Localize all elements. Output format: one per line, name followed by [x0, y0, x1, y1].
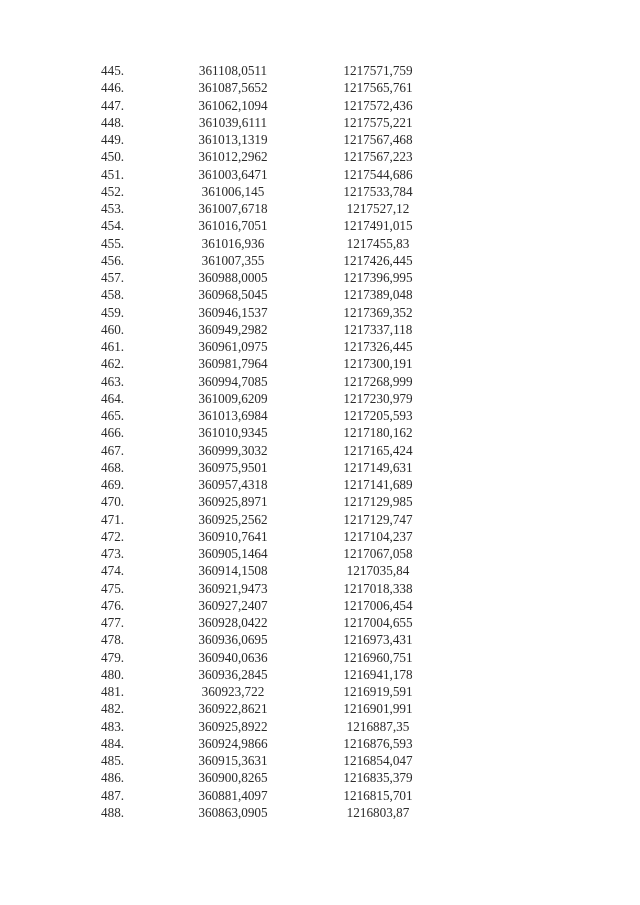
y-coordinate: 1217104,237 — [343, 528, 413, 544]
y-coordinate: 1217067,058 — [343, 546, 413, 561]
y-coordinate: 1217369,352 — [343, 304, 413, 320]
x-coordinate: 360900,8265 — [198, 770, 268, 786]
table-row — [0, 511, 640, 528]
table-row — [0, 476, 640, 493]
row-number: 477. — [101, 615, 125, 630]
x-coordinate: 360925,8971 — [198, 494, 268, 510]
table-row — [0, 166, 640, 183]
table-row — [0, 390, 640, 407]
y-coordinate: 1216901,991 — [343, 701, 413, 717]
table-row — [0, 148, 640, 165]
y-coordinate: 1217533,784 — [343, 183, 413, 199]
table-row — [0, 787, 640, 804]
x-coordinate: 360922,8621 — [198, 701, 268, 717]
row-number: 467. — [101, 442, 125, 458]
row-number: 476. — [101, 597, 125, 613]
row-number: 463. — [101, 373, 125, 389]
row-number: 478. — [101, 632, 125, 648]
table-row — [0, 631, 640, 648]
row-number: 452. — [101, 183, 125, 199]
y-coordinate: 1216960,751 — [343, 649, 413, 665]
row-number: 457. — [101, 270, 125, 285]
y-coordinate: 1217571,759 — [343, 63, 413, 78]
row-number: 465. — [101, 408, 125, 423]
x-coordinate: 361016,7051 — [198, 218, 268, 234]
table-row — [0, 183, 640, 200]
y-coordinate: 1217165,424 — [343, 442, 413, 458]
y-coordinate: 1217300,191 — [343, 356, 413, 372]
table-row — [0, 735, 640, 752]
table-row — [0, 666, 640, 683]
row-number: 484. — [101, 735, 125, 751]
x-coordinate: 361108,0511 — [198, 63, 268, 78]
table-row — [0, 235, 640, 252]
y-coordinate: 1217230,979 — [343, 390, 413, 406]
y-coordinate: 1217565,761 — [343, 80, 413, 96]
x-coordinate: 360994,7085 — [198, 373, 268, 389]
y-coordinate: 1217129,985 — [343, 494, 413, 510]
row-number: 445. — [101, 63, 125, 78]
table-row — [0, 373, 640, 390]
x-coordinate: 360928,0422 — [198, 615, 268, 630]
x-coordinate: 361006,145 — [201, 183, 265, 199]
table-row — [0, 407, 640, 424]
y-coordinate: 1216973,431 — [343, 632, 413, 648]
x-coordinate: 361007,355 — [201, 252, 265, 268]
row-number: 448. — [101, 114, 125, 130]
y-coordinate: 1217426,445 — [343, 252, 413, 268]
y-coordinate: 1217035,84 — [346, 563, 410, 579]
row-number: 482. — [101, 701, 125, 717]
x-coordinate: 360961,0975 — [198, 339, 268, 354]
y-coordinate: 1217180,162 — [343, 425, 413, 441]
x-coordinate: 361009,6209 — [198, 390, 268, 406]
table-row — [0, 493, 640, 510]
x-coordinate: 360981,7964 — [198, 356, 268, 372]
x-coordinate: 361010,9345 — [198, 425, 268, 441]
table-row — [0, 200, 640, 217]
table-row — [0, 545, 640, 562]
row-number: 475. — [101, 580, 125, 596]
table-row — [0, 459, 640, 476]
row-number: 470. — [101, 494, 125, 510]
table-row — [0, 338, 640, 355]
x-coordinate: 360915,3631 — [198, 753, 268, 768]
row-number: 487. — [101, 787, 125, 803]
x-coordinate: 361012,2962 — [198, 149, 268, 165]
x-coordinate: 360999,3032 — [198, 442, 268, 458]
table-row — [0, 355, 640, 372]
row-number: 449. — [101, 132, 125, 147]
table-row — [0, 597, 640, 614]
y-coordinate: 1217004,655 — [343, 615, 413, 630]
coordinate-table — [0, 62, 640, 821]
table-row — [0, 649, 640, 666]
y-coordinate: 1217337,118 — [343, 321, 413, 337]
y-coordinate: 1217396,995 — [343, 270, 413, 285]
y-coordinate: 1217567,468 — [343, 132, 413, 147]
x-coordinate: 360925,2562 — [198, 511, 268, 527]
row-number: 474. — [101, 563, 125, 579]
x-coordinate: 361087,5652 — [198, 80, 268, 96]
y-coordinate: 1216803,87 — [346, 804, 410, 820]
row-number: 485. — [101, 753, 125, 768]
y-coordinate: 1216815,701 — [343, 787, 413, 803]
table-row — [0, 614, 640, 631]
row-number: 460. — [101, 321, 125, 337]
y-coordinate: 1217455,83 — [346, 235, 410, 251]
row-number: 462. — [101, 356, 125, 372]
x-coordinate: 360925,8922 — [198, 718, 268, 734]
row-number: 486. — [101, 770, 125, 786]
y-coordinate: 1216887,35 — [346, 718, 410, 734]
x-coordinate: 360968,5045 — [198, 287, 268, 303]
table-row — [0, 131, 640, 148]
row-number: 479. — [101, 649, 125, 665]
table-row — [0, 424, 640, 441]
table-row — [0, 114, 640, 131]
x-coordinate: 360940,0636 — [198, 649, 268, 665]
y-coordinate: 1217141,689 — [343, 477, 413, 492]
x-coordinate: 361016,936 — [201, 235, 265, 251]
x-coordinate: 360957,4318 — [198, 477, 268, 492]
x-coordinate: 360910,7641 — [198, 528, 268, 544]
table-row — [0, 769, 640, 786]
x-coordinate: 361013,1319 — [198, 132, 268, 147]
y-coordinate: 1217006,454 — [343, 597, 413, 613]
row-number: 488. — [101, 804, 125, 820]
x-coordinate: 360881,4097 — [198, 787, 268, 803]
y-coordinate: 1216876,593 — [343, 735, 413, 751]
row-number: 447. — [101, 97, 125, 113]
row-number: 455. — [101, 235, 125, 251]
table-row — [0, 269, 640, 286]
y-coordinate: 1217149,631 — [343, 459, 413, 475]
x-coordinate: 361062,1094 — [198, 97, 268, 113]
row-number: 473. — [101, 546, 125, 561]
x-coordinate: 360949,2982 — [198, 321, 268, 337]
table-row — [0, 97, 640, 114]
row-number: 469. — [101, 477, 125, 492]
x-coordinate: 361003,6471 — [198, 166, 268, 182]
row-number: 481. — [101, 684, 125, 699]
table-row — [0, 442, 640, 459]
y-coordinate: 1217575,221 — [343, 114, 413, 130]
y-coordinate: 1216854,047 — [343, 753, 413, 768]
x-coordinate: 360863,0905 — [198, 804, 268, 820]
x-coordinate: 361007,6718 — [198, 201, 268, 216]
y-coordinate: 1217129,747 — [343, 511, 413, 527]
x-coordinate: 360927,2407 — [198, 597, 268, 613]
row-number: 461. — [101, 339, 125, 354]
table-row — [0, 700, 640, 717]
row-number: 456. — [101, 252, 125, 268]
table-row — [0, 286, 640, 303]
row-number: 454. — [101, 218, 125, 234]
table-row — [0, 580, 640, 597]
table-row — [0, 562, 640, 579]
table-row — [0, 217, 640, 234]
table-row — [0, 804, 640, 821]
row-number: 446. — [101, 80, 125, 96]
y-coordinate: 1216835,379 — [343, 770, 413, 786]
table-row — [0, 304, 640, 321]
row-number: 466. — [101, 425, 125, 441]
x-coordinate: 360923,722 — [201, 684, 265, 699]
row-number: 468. — [101, 459, 125, 475]
y-coordinate: 1216919,591 — [343, 684, 413, 699]
y-coordinate: 1217544,686 — [343, 166, 413, 182]
row-number: 480. — [101, 666, 125, 682]
x-coordinate: 360914,1508 — [198, 563, 268, 579]
y-coordinate: 1217268,999 — [343, 373, 413, 389]
row-number: 450. — [101, 149, 125, 165]
x-coordinate: 360946,1537 — [198, 304, 268, 320]
row-number: 483. — [101, 718, 125, 734]
row-number: 459. — [101, 304, 125, 320]
table-row — [0, 718, 640, 735]
y-coordinate: 1217205,593 — [343, 408, 413, 423]
y-coordinate: 1217572,436 — [343, 97, 413, 113]
row-number: 471. — [101, 511, 125, 527]
table-row — [0, 252, 640, 269]
x-coordinate: 360975,9501 — [198, 459, 268, 475]
row-number: 451. — [101, 166, 125, 182]
row-number: 453. — [101, 201, 125, 216]
x-coordinate: 360936,0695 — [198, 632, 268, 648]
y-coordinate: 1217389,048 — [343, 287, 413, 303]
table-row — [0, 321, 640, 338]
y-coordinate: 1216941,178 — [343, 666, 413, 682]
table-row — [0, 683, 640, 700]
y-coordinate: 1217567,223 — [343, 149, 413, 165]
table-row — [0, 528, 640, 545]
x-coordinate: 360988,0005 — [198, 270, 268, 285]
x-coordinate: 361039,6111 — [198, 114, 268, 130]
table-row — [0, 752, 640, 769]
table-row — [0, 62, 640, 79]
x-coordinate: 360924,9866 — [198, 735, 268, 751]
x-coordinate: 360921,9473 — [198, 580, 268, 596]
y-coordinate: 1217326,445 — [343, 339, 413, 354]
y-coordinate: 1217527,12 — [346, 201, 410, 216]
row-number: 472. — [101, 528, 125, 544]
x-coordinate: 361013,6984 — [198, 408, 268, 423]
row-number: 458. — [101, 287, 125, 303]
row-number: 464. — [101, 390, 125, 406]
table-row — [0, 79, 640, 96]
x-coordinate: 360905,1464 — [198, 546, 268, 561]
x-coordinate: 360936,2845 — [198, 666, 268, 682]
y-coordinate: 1217018,338 — [343, 580, 413, 596]
y-coordinate: 1217491,015 — [343, 218, 413, 234]
